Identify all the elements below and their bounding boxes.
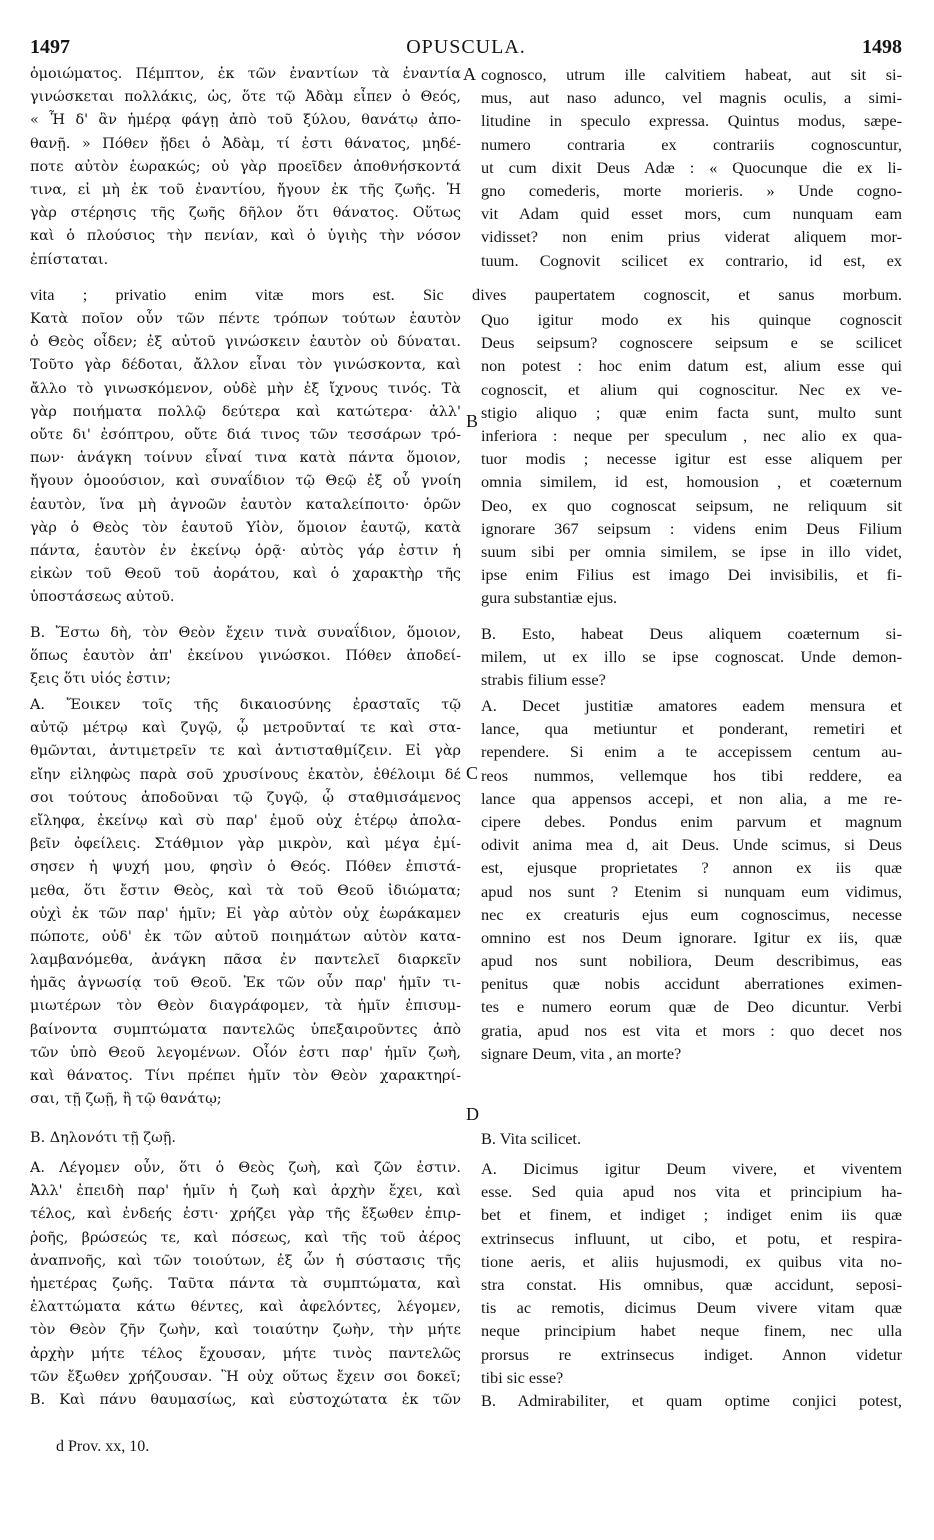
footnote: d Prov. xx, 10. — [56, 1438, 150, 1455]
text-line: τῶν ἔξωθεν χρήζουσαν. Ἢ οὐχ οὕτως ἔχειν σοι δοκεῖ; — [30, 1368, 461, 1385]
text-line: εἴην εἰληφὼς παρὰ σοῦ χρυσίνους ἑκατὸν, ἐθέλοιμι δέ — [30, 766, 461, 783]
margin-letter-d: D — [466, 1104, 479, 1124]
text-line: σησεν ἡ ψυχή μου, φησὶν ὁ Θεός. Πόθεν ἐπιστά- — [30, 859, 461, 876]
text-line: γὰρ ποιήματα πολλῷ δεύτερα καὶ κατώτερα· ἀλλ' — [30, 403, 461, 420]
text-line: cognosco, utrum ille calvitiem habeat, aut sit si- — [481, 65, 902, 84]
text-line: A. Dicimus igitur Deum vivere, et viventem — [481, 1159, 902, 1178]
text-line: θμῶνται, ἀντιμετρεῖν τε καὶ ἀντισταθμίζειν. Εἰ γὰρ — [30, 743, 461, 760]
right-page-number: 1498 — [862, 36, 902, 58]
text-line: tis ac remotis, dicimus Deum vivere vitam quæ — [481, 1298, 902, 1318]
text-line: μιωτέρων τὸν Θεὸν διαγράφομεν, τὰ ἡμῖν ἐπισυμ- — [30, 998, 461, 1015]
text-line: ipse enim Filius est imago Dei invisibilis, et fi- — [481, 565, 902, 585]
text-line: τῶν ὑπὸ Θεοῦ λεγομένων. Οἷόν ἐστι παρ' ἡμῖν ζωὴ, — [30, 1044, 461, 1061]
text-line: tione aeris, et aliis hujusmodi, ex quibus vita no- — [481, 1251, 902, 1271]
text-line: strabis filium esse? — [481, 670, 606, 690]
text-line: lance qua appensos accepi, et non alia, a me re- — [481, 788, 902, 808]
text-line: ἤγουν ὁμοούσιον, καὶ συναΐδιον τῷ Θεῷ ἐξ οὗ γνοίη — [30, 473, 461, 490]
greek-paragraph-a2 — [30, 1157, 461, 1412]
page-header — [30, 36, 902, 60]
text-line: καὶ ὁ πλούσιος τὴν πενίαν, καὶ ὁ ὑγιὴς τὴν νόσον — [30, 228, 461, 245]
text-line: stigio aliquo ; quæ enim facta sunt, multo sunt — [481, 402, 902, 422]
greek-paragraph-a1 — [30, 694, 461, 1111]
text-line: ignorare 367 seipsum : videns enim Deus Filium — [481, 518, 902, 538]
text-line: ἄλλο τὸ γινωσκόμενον, οὐδὲ μὴν ἐξ ἴχνους τινός. Τὰ — [30, 380, 461, 397]
text-line: Α. Ἔοικεν τοῖς τῆς δικαιοσύνης ἐρασταῖς τῷ — [30, 697, 461, 713]
text-line: Deo, ex quo cognoscat seipsum, ne reliquum sit — [481, 495, 902, 515]
text-line: tibi sic esse? — [481, 1367, 564, 1387]
text-line: stra constat. His omnibus, quæ accidunt, seposi- — [481, 1274, 902, 1294]
text-line: B. Esto, habeat Deus aliquem coæternum si- — [481, 624, 902, 643]
text-line: ὁμοιώματος. Πέμπτον, ἐκ τῶν ἐναντίων τὰ ἐναντία — [30, 66, 461, 82]
text-line: Β. Δηλονότι τῇ ζωῇ. — [30, 1130, 177, 1146]
text-line: εἴληφα, ἐκείνῳ καὶ σὺ παρ' ἐμοῦ οὐχ ἑτέρῳ ἀπολα- — [30, 812, 461, 829]
text-line: litudine in speculo expressa. Quintus modus, sæpe- — [481, 111, 902, 131]
latin-paragraph-b2 — [481, 1127, 902, 1150]
text-line: γὰρ ὁ Θεὸς τὸν ἑαυτοῦ Υἱὸν, ὅμοιον ἑαυτῷ, κατὰ — [30, 519, 461, 536]
text-line: numero contraria ex contrariis cognoscuntur, — [481, 134, 902, 154]
text-line: πων· ἀνάγκη τοίνυν εἶναί τινα κατὰ πάντα ὅμοιον, — [30, 450, 461, 467]
text-line: esse. Sed quia apud nos vita et principium ha- — [481, 1182, 902, 1202]
text-line: vit Adam quid esset mors, cum nunquam eam — [481, 204, 902, 224]
text-line: rependere. Si enim a te accepissem centum au- — [481, 742, 902, 762]
text-line: ἀναπνοῆς, καὶ τῶν τοιούτων, ἐξ ὧν ἡ σύστασις τῆς — [30, 1252, 461, 1269]
latin-paragraph-a2 — [481, 1157, 902, 1412]
running-title: OPUSCULA. — [406, 36, 526, 58]
text-line: ἡμᾶς ἀγνωσίᾳ τοῦ Θεοῦ. Ἐκ τῶν οὖν παρ' ἡμῖν τι- — [30, 975, 461, 992]
text-line: γὰρ στέρησις τῆς ζωῆς δῆλον ὅτι θάνατος. Οὕτως — [30, 205, 461, 222]
text-line: A. Decet justitiæ amatores eadem mensura et — [481, 696, 902, 715]
text-line: ut cum dixit Deus Adæ : « Quocunque die ex li- — [481, 157, 902, 177]
text-line: milem, ut ex illo se ipse cognoscat. Unde demon- — [481, 647, 902, 667]
text-line: nec ex creaturis ejus eum cognoscimus, necesse — [481, 904, 902, 924]
text-line: apud nos sunt nobiliora, Deum describimus, eas — [481, 951, 902, 971]
greek-paragraph-b2 — [30, 1127, 461, 1150]
text-line: ἑαυτὸν, ἵνα μὴ ἀγνοῶν ἑαυτὸν καταλείποιτο· ὁρῶν — [30, 496, 461, 513]
text-line: Τοῦτο γὰρ δέδοται, ἄλλον εἶναι τὸν γινώσκοντα, καὶ — [30, 357, 461, 374]
text-line: ξεις ὅτι υἱός ἐστιν; — [30, 671, 171, 688]
margin-letter-a: A — [463, 64, 476, 84]
text-line: B. Vita scilicet. — [481, 1129, 582, 1148]
text-line: γινώσκεται πολλάκις, ὡς, ὅτε τῷ Ἀδὰμ εἶπεν ὁ Θεός, — [30, 89, 461, 106]
text-line: prorsus re extrinsecus indiget. Annon videtur — [481, 1344, 902, 1364]
text-line: οὔτε δι' ἐσόπτρου, οὔτε διά τινος τῶν τεσσάρων τρό- — [30, 426, 461, 443]
text-line: cognoscit, et alium qui cognoscitur. Nec ex ve- — [481, 379, 902, 399]
text-line: οὐχὶ ἐκ τῶν παρ' ἡμῖν; Εἰ γὰρ αὐτὸν οὐχ ἑωράκαμεν — [30, 905, 461, 922]
text-line: ἀρχὴν μήτε τέλος ἔχουσαν, μήτε τινὸς παντελῶς — [30, 1345, 461, 1362]
text-line: tes e numero eorum quæ de Deo dicuntur. Verbi — [481, 997, 902, 1017]
text-line: πώποτε, οὐδ' ἐκ τῶν αὐτοῦ ποιημάτων αὐτὸν κατα- — [30, 928, 461, 945]
margin-letter-c: C — [466, 763, 479, 783]
greek-column-middle — [30, 308, 461, 609]
text-line: est, ejusque proprietates ? annon ex iis quæ — [481, 858, 902, 878]
text-line: θανῇ. » Πόθεν ᾔδει ὁ Ἀδὰμ, τί ἐστι θάνατος, μηδέ- — [30, 135, 461, 152]
text-line: mus, aut naso adunco, vel magnis oculis, a simi- — [481, 88, 902, 108]
greek-column-top — [30, 63, 461, 272]
text-line: apud nos sunt ? Etenim si nunquam eum vidimus, — [481, 881, 902, 901]
text-line: Α. Λέγομεν οὖν, ὅτι ὁ Θεὸς ζωὴ, καὶ ζῶν ἐστιν. — [30, 1160, 461, 1176]
text-line: vidisset? non enim prius viderat aliquem mor- — [481, 227, 902, 247]
text-line: ἐλαττώματα κάτω θέντες, καὶ ἀφελόντες, λέγομεν, — [30, 1299, 461, 1316]
text-line: B. Admirabiliter, et quam optime conjici potest, — [481, 1390, 902, 1410]
text-line: εἰκὼν τοῦ Θεοῦ τοῦ ἀοράτου, καὶ ὁ χαρακτὴρ τῆς — [30, 566, 461, 583]
text-line: αὐτῷ μέτρῳ καὶ ζυγῷ, ᾧ μετροῦνταί τε καὶ στα- — [30, 720, 461, 737]
latin-paragraph-a1 — [481, 694, 902, 1065]
text-line: extrinsecus influunt, ut cibo, et potu, et respira- — [481, 1228, 902, 1248]
text-line: καὶ θάνατος. Τίνι πρέπει ἡμῖν τὸν Θεὸν χαρακτηρί- — [30, 1068, 461, 1084]
text-line: inferiora : neque per speculum , nec alio ex qua- — [481, 425, 902, 445]
text-line: cipere debes. Pondus enim parvum et magnum — [481, 811, 902, 831]
text-line: neque principium habet neque finem, nec ulla — [481, 1321, 902, 1341]
text-line: σοι τούτους ἀποδοῦναι τῷ ζυγῷ, ᾧ σταθμισάμενος — [30, 789, 461, 806]
text-line: βεῖν ὀφείλεις. Στάθμιον γὰρ μικρὸν, καὶ μέγα ἐμί- — [30, 836, 461, 853]
text-line: μεθα, ὅτι ἔστιν Θεὸς, καὶ τὰ τοῦ Θεοῦ ἰδιώματα; — [30, 882, 461, 899]
text-line: Ἀλλ' ἐπειδὴ παρ' ἡμῖν ἡ ζωὴ καὶ ἀρχὴν ἔχει, καὶ — [30, 1183, 461, 1200]
margin-letter-b: B — [466, 411, 479, 431]
text-line: τὸν Θεὸν ζῆν ζωὴν, καὶ τοιαύτην ζωὴν, τὴν μήτε — [30, 1322, 461, 1339]
text-line: βαίνοντα συμπτώματα παντελῶς ὑπεξαιροῦντες ἀπὸ — [30, 1021, 461, 1038]
full-width-line: vita ; privatio enim vitæ mors est. Sic dives paupertatem cognoscit, et sanus morbum. — [30, 285, 902, 304]
text-line: tuor modis ; necesse igitur est esse aliquem per — [481, 449, 902, 469]
text-line: gura substantiæ ejus. — [481, 588, 618, 608]
text-line: ὁ Θεὸς οἶδεν; ἐξ αὐτοῦ γινώσκειν ἑαυτὸν οὐ δύναται. — [30, 334, 461, 351]
text-line: σαι, τῇ ζωῇ, ἢ τῷ θανάτῳ; — [30, 1091, 222, 1108]
text-line: bet et finem, et indiget ; indiget enim iis quæ — [481, 1205, 902, 1225]
text-line: gratia, apud nos est vita et mors : quo decet nos — [481, 1020, 902, 1040]
greek-paragraph-b1 — [30, 622, 461, 692]
text-line: non potest : hoc enim datum est, alium esse qui — [481, 356, 902, 376]
text-line: τινα, εἰ μὴ ἐκ τοῦ ἐναντίου, ἤγουν ἐκ τῆς ζωῆς. Ἡ — [30, 181, 461, 198]
text-line: Deus seipsum? cognoscere seipsum e se scilicet — [481, 333, 902, 353]
left-page-number: 1497 — [30, 36, 70, 58]
text-line: Κατὰ ποῖον οὖν τῶν πέντε τρόπων τούτων ἑαυτὸν — [30, 311, 461, 327]
text-line: ἐπίσταται. — [30, 251, 109, 268]
latin-paragraph-b1 — [481, 622, 902, 692]
text-line: signare Deum, vita , an morte? — [481, 1043, 682, 1063]
latin-column-top — [481, 63, 902, 272]
text-line: gno comederis, morte morieris. » Unde cogno- — [481, 180, 902, 200]
text-line: ἡμετέρας ζωῆς. Ταῦτα πάντα τὰ συμπτώματα, καὶ — [30, 1275, 461, 1292]
text-line: odivit anima mea d, ait Deus. Unde scimus, si Deus — [481, 835, 902, 855]
text-line: « Ἧ δ' ἂν ἡμέρᾳ φάγῃ ἀπὸ τοῦ ξύλου, θανάτῳ ἀπο- — [30, 112, 461, 129]
text-line: ποτε αὐτὸν ἑωρακώς; οὐ γὰρ προεῖδεν ἀποθνήσκοντά — [30, 158, 461, 175]
text-line: omnia similem, id est, homousion , et coæternum — [481, 472, 902, 492]
text-line: ῥοῆς, βρώσεώς τε, καὶ πόσεως, καὶ τῆς τοῦ ἀέρος — [30, 1229, 461, 1246]
text-line: suum sibi per omnia similem, se ipse in illo videt, — [481, 541, 902, 561]
text-line: Β. Ἔστω δὴ, τὸν Θεὸν ἔχειν τινὰ συναΐδιον, ὅμοιον, — [30, 625, 461, 641]
text-line: τέλος, καὶ ἐνδεής ἐστι· χρήζει γὰρ τῆς ἔξωθεν ἐπιρ- — [30, 1206, 461, 1223]
text-line: reos nummos, vellemque hos tibi reddere, ea — [481, 765, 902, 785]
text-line: tuum. Cognovit scilicet ex contrario, id est, ex — [481, 250, 902, 270]
text-line: Β. Καὶ πάνυ θαυμασίως, καὶ εὐστοχώτατα ἐκ τῶν — [30, 1391, 461, 1408]
text-line: Quo igitur modo ex his quinque cognoscit — [481, 310, 902, 329]
text-line: λαμβανόμεθα, ἀνάγκη πᾶσα ἐν παντελεῖ διαρκεῖν — [30, 952, 461, 969]
text-line: πάντα, ἑαυτὸν ἐν ἐκείνῳ ὁρᾷ· αὐτὸς γάρ ἐστιν ἡ — [30, 542, 461, 559]
text-line: penitus quæ nobis accidunt aberrationes eximen- — [481, 974, 902, 994]
text-line: lance, qua metiuntur et ponderant, remetiri et — [481, 719, 902, 739]
latin-column-middle — [481, 308, 902, 609]
text-line: ὑποστάσεως αὐτοῦ. — [30, 589, 175, 606]
text-line: omnino est nos Deum ignorare. Igitur ex iis, quæ — [481, 927, 902, 947]
text-line: ὅπως ἑαυτὸν ἀπ' ἐκείνου γινώσκοι. Πόθεν ἀποδεί- — [30, 648, 461, 665]
